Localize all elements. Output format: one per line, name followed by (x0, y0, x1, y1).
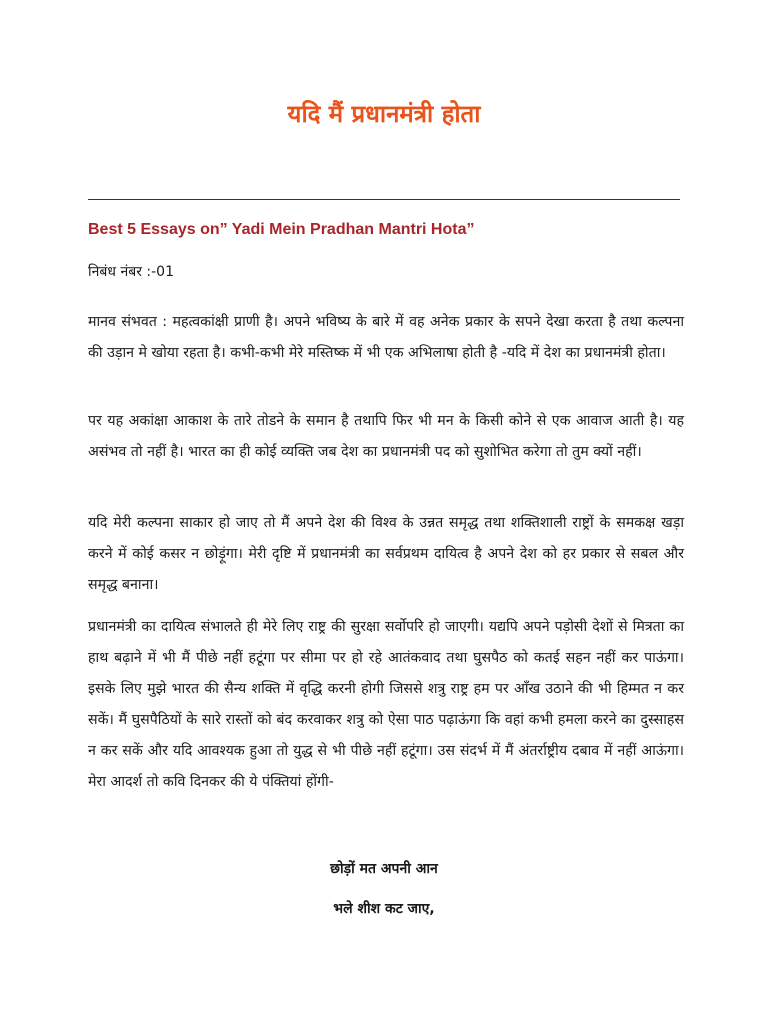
paragraph-3: यदि मेरी कल्पना साकार हो जाए तो मैं अपने देश की विश्व के उन्नत समृद्ध तथा शक्तिशाली राष्ट्रों के समकक्ष खड़ा करने में कोई कसर न छोड़ूंगा। मेरी दृष्टि में प्रधानमंत्री का सर्वप्रथम दायित्व है अपने देश को हर प्रकार से सबल और समृद्ध बनाना। (88, 515, 684, 593)
essay-subtitle: Best 5 Essays on” Yadi Mein Pradhan Mantri Hota” (88, 221, 475, 238)
title-divider (88, 199, 680, 200)
page-title: यदि मैं प्रधानमंत्री होता (287, 100, 481, 128)
essay-number: निबंध नंबर :-01 (88, 264, 174, 280)
paragraph-2: पर यह अकांक्षा आकाश के तारे तोडने के समान है तथापि फिर भी मन के किसी कोने से एक आवाज आती है। यह असंभव तो नहीं है। भारत का ही कोई व्यक्ति जब देश का प्रधानमंत्री पद को सुशोभित करेगा तो तुम क्यों नहीं। (88, 413, 684, 460)
paragraph-4: प्रधानमंत्री का दायित्व संभालते ही मेरे लिए राष्ट्र की सुरक्षा सर्वोपरि हो जाएगी। यद्यपि अपने पड़ोसी देशों से मित्रता का हाथ बढ़ाने में भी मैं पीछे नहीं हटूंगा पर सीमा पर हो रहे आतंकवाद तथा घुसपैठ को कतई सहन नहीं कर पाऊंगा। इसके लिए मुझे भारत की सैन्य शक्ति में वृद्धि करनी होगी जिससे शत्रु राष्ट्र हम पर आँख उठाने की भी हिम्मत न कर सकें। मैं घुसपैठियों के सारे रास्तों को बंद करवाकर शत्रु को ऐसा पाठ पढ़ाऊंगा कि वहां कभी हमला करने का दुस्साहस न कर सकें और यदि आवश्यक हुआ तो युद्ध से भी पीछे नहीं हटूंगा। उस संदर्भ में मैं अंतर्राष्ट्रीय दबाव में नहीं आऊंगा। मेरा आदर्श तो कवि दिनकर की ये पंक्तियां होंगी- (88, 619, 684, 790)
poem-line-1: छोड़ों मत अपनी आन (330, 861, 438, 877)
poem-line-2: भले शीश कट जाए, (333, 901, 435, 917)
paragraph-1: मानव संभवत : महत्वकांक्षी प्राणी है। अपने भविष्य के बारे में वह अनेक प्रकार के सपने देखा करता है तथा कल्पना की उड़ान मे खोया रहता है। कभी-कभी मेरे मस्तिष्क में भी एक अभिलाषा होती है -यदि में देश का प्रधानमंत्री होता। (88, 314, 684, 361)
